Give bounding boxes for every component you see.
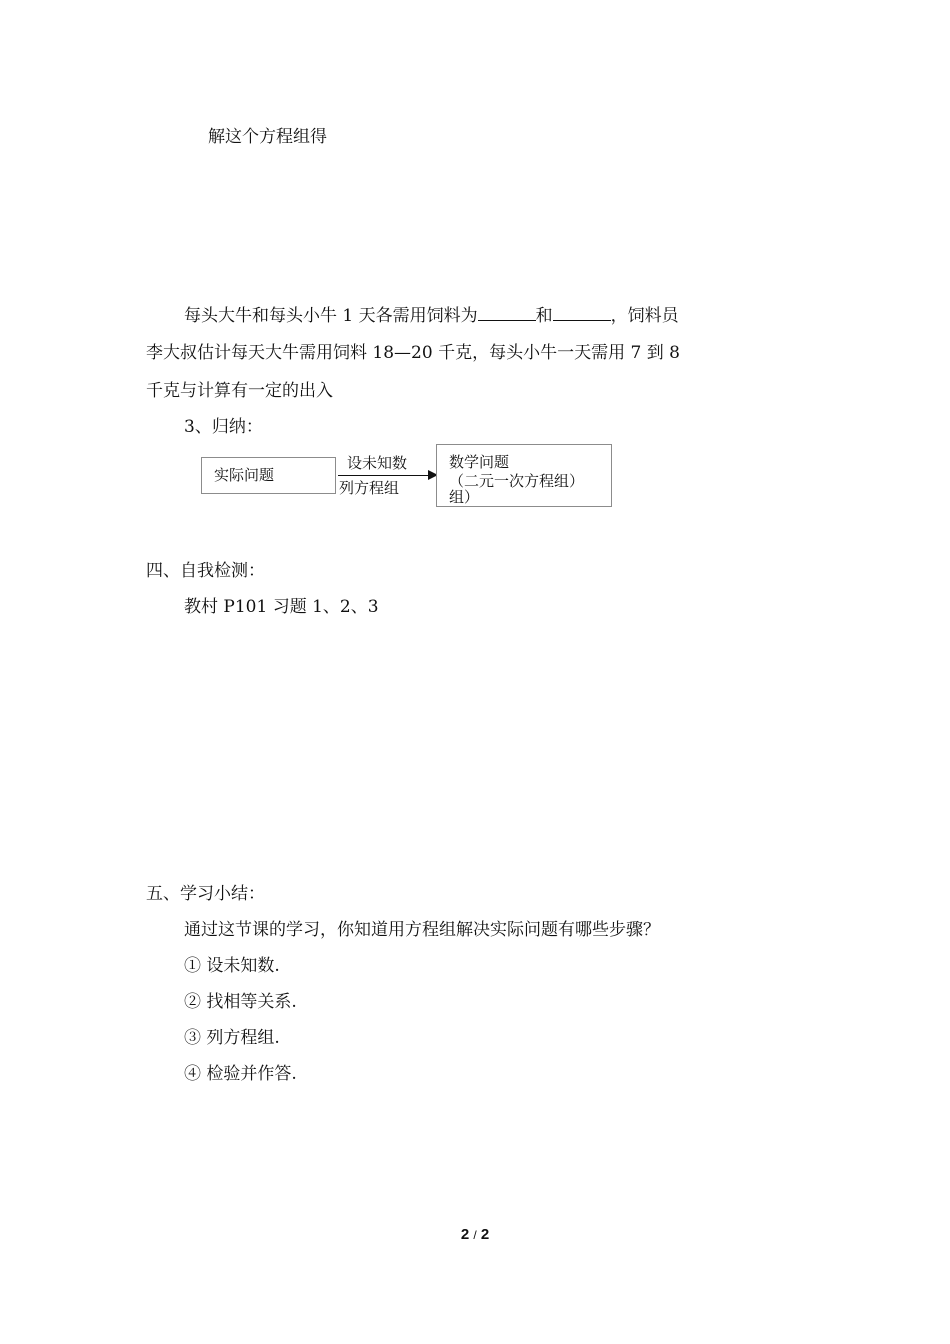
result-line-2: 李大叔估计每天大牛需用饲料 18—20 千克，每头小牛一天需用 7 到 8 bbox=[146, 343, 680, 363]
arrow-top-label: 设未知数 bbox=[347, 454, 408, 472]
summary-heading: 3、归纳： bbox=[184, 417, 263, 437]
section5-heading: 五、学习小结： bbox=[146, 884, 265, 904]
result-line-1 bbox=[184, 304, 679, 327]
result-text-and: 和 bbox=[535, 306, 553, 326]
right-box-subtitle: （二元一次方程组） bbox=[449, 472, 585, 490]
section4-heading: 四、自我检测： bbox=[146, 561, 265, 581]
right-box-overflow: 组） bbox=[449, 488, 480, 506]
page-number bbox=[0, 1226, 950, 1243]
flow-arrow-line bbox=[338, 475, 430, 476]
step-item: ② 找相等关系. bbox=[184, 992, 297, 1012]
solve-line: 解这个方程组得 bbox=[208, 127, 327, 147]
page-separator: / bbox=[473, 1228, 477, 1242]
fill-blank-1[interactable] bbox=[478, 304, 536, 321]
step-item: ① 设未知数. bbox=[184, 956, 280, 976]
left-box-label: 实际问题 bbox=[214, 466, 275, 484]
fill-blank-2[interactable] bbox=[553, 304, 611, 321]
result-line-3: 千克与计算有一定的出入 bbox=[146, 381, 333, 401]
current-page: 2 bbox=[460, 1226, 470, 1243]
section4-content: 教村 P101 习题 1、2、3 bbox=[184, 597, 379, 617]
total-pages: 2 bbox=[480, 1226, 490, 1243]
left-box bbox=[201, 457, 336, 494]
arrow-bottom-label: 列方程组 bbox=[339, 479, 400, 497]
step-item: ④ 检验并作答. bbox=[184, 1064, 297, 1084]
right-box bbox=[436, 444, 612, 507]
result-text-a: 每头大牛和每头小牛 1 天各需用饲料为 bbox=[184, 306, 478, 326]
step-item: ③ 列方程组. bbox=[184, 1028, 280, 1048]
right-box-title: 数学问题 bbox=[449, 453, 510, 471]
result-text-b: ，饲料员 bbox=[610, 306, 679, 326]
section5-question: 通过这节课的学习，你知道用方程组解决实际问题有哪些步骤？ bbox=[184, 920, 660, 940]
